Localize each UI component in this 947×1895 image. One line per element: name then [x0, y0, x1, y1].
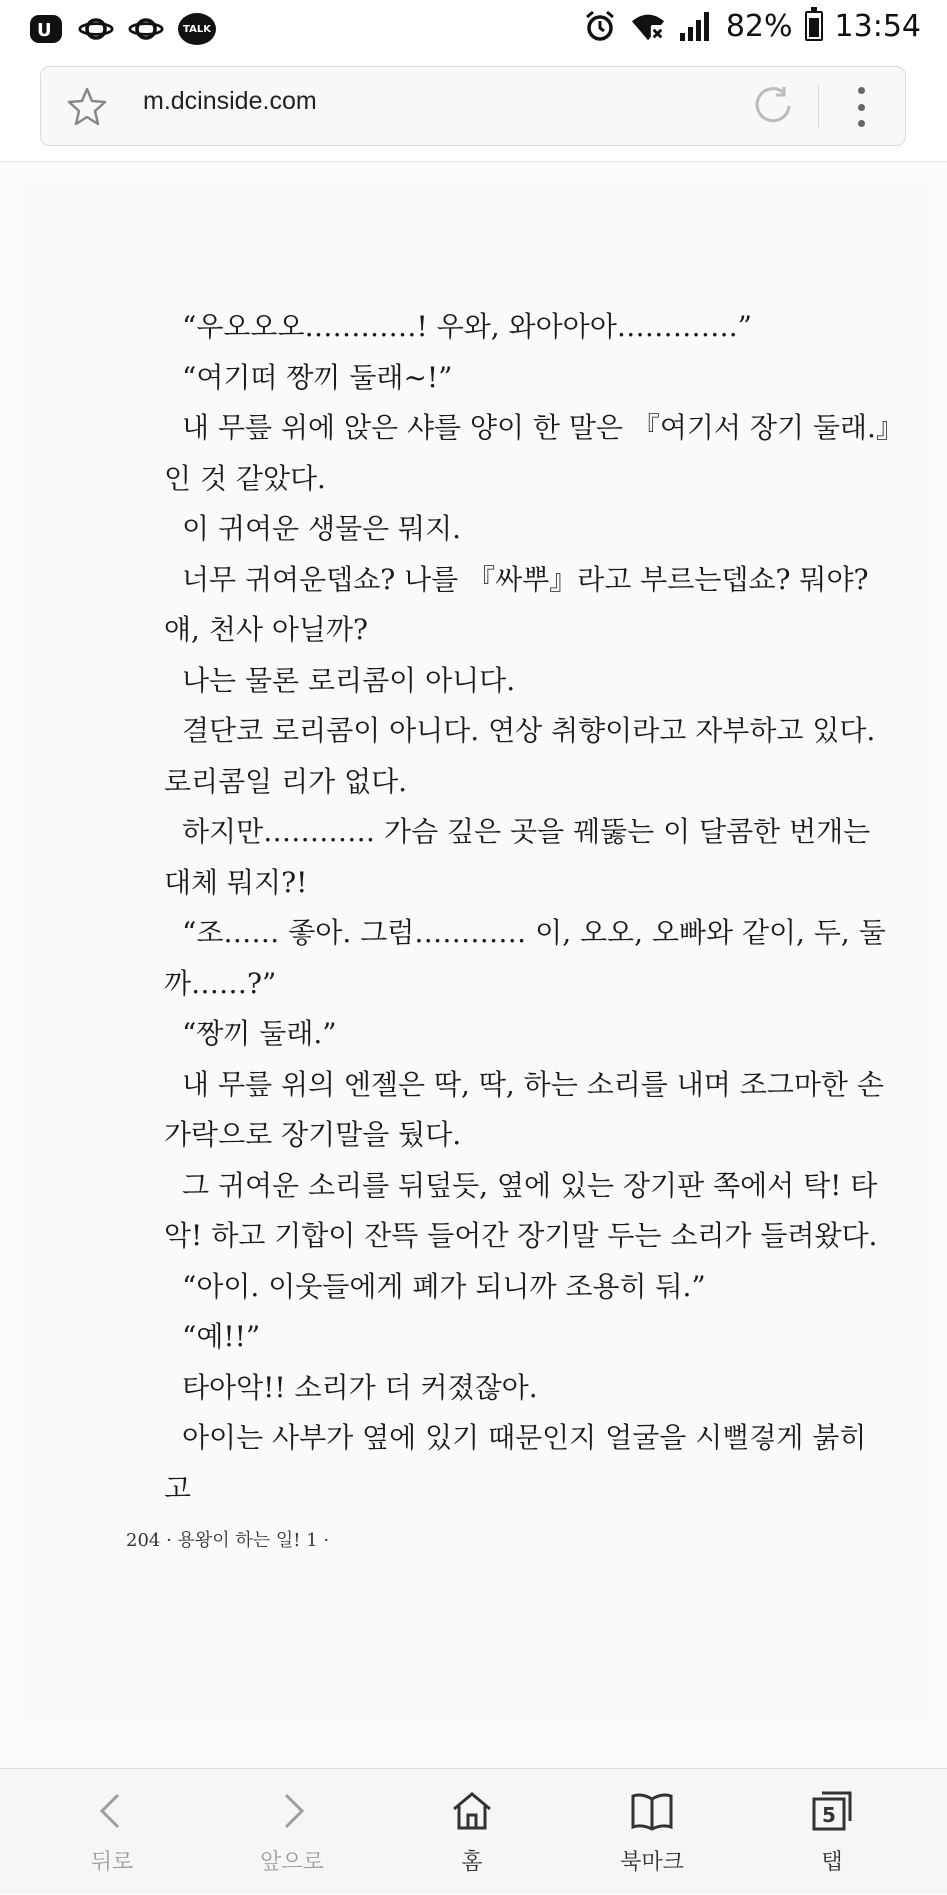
book-page-image — [20, 182, 930, 1722]
reload-icon[interactable] — [751, 83, 797, 129]
paragraph: 내 무릎 위에 앉은 샤를 양이 한 말은 『여기서 장기 둘래.』인 것 같았다. — [164, 411, 890, 495]
paragraph: 그 귀여운 소리를 뒤덮듯, 옆에 있는 장기판 쪽에서 탁! 타악! 하고 기합이 잔뜩 들어간 장기말 두는 소리가 들려왔다. — [164, 1168, 878, 1252]
paragraph: 아이는 사부가 옆에 있기 때문인지 얼굴을 시뻘겋게 붉히고 — [164, 1421, 867, 1505]
paragraph: 하지만………… 가슴 깊은 곳을 꿰뚫는 이 달콤한 번개는 대체 뭐지?! — [164, 815, 871, 899]
home-button[interactable] — [382, 1769, 562, 1895]
paragraph: “우오오오…………! 우와, 와아아아………….” — [182, 310, 752, 343]
paragraph: 이 귀여운 생물은 뭐지. — [182, 512, 462, 545]
tabs-label: 탭 — [821, 1850, 843, 1875]
book-text — [164, 302, 892, 1514]
url-text[interactable]: m.dcinside.com — [143, 87, 317, 115]
toolbar-divider — [818, 85, 819, 129]
status-right-icons — [582, 8, 921, 44]
paragraph: 타아악!! 소리가 더 커졌잖아. — [182, 1370, 538, 1404]
paragraph: 나는 물론 로리콤이 아니다. — [182, 663, 516, 697]
paragraph: “아이. 이웃들에게 폐가 되니까 조용히 둬.” — [182, 1269, 706, 1303]
book-icon — [630, 1789, 674, 1833]
browser-toolbar — [0, 58, 947, 162]
address-bar[interactable] — [40, 66, 906, 146]
clock: 13:54 — [834, 8, 921, 44]
status-bar — [0, 0, 947, 58]
tabs-icon — [810, 1789, 854, 1833]
talk-icon: TALK — [178, 13, 216, 45]
battery-icon — [805, 11, 823, 41]
wifi-icon — [630, 8, 666, 44]
page-footer: 204 · 용왕이 하는 일! 1 · — [126, 1530, 330, 1551]
back-label: 뒤로 — [90, 1850, 134, 1875]
bottom-navigation — [0, 1768, 947, 1894]
paragraph: 너무 귀여운뎁쇼? 나를 『싸뿌』라고 부르는뎁쇼? 뭐야? 얘, 천사 아닐까? — [164, 562, 869, 646]
tab-count: 5 — [822, 1803, 836, 1827]
alarm-icon — [582, 8, 618, 44]
forward-icon — [270, 1789, 314, 1833]
paragraph: “여기떠 짱끼 둘래~!” — [182, 360, 453, 394]
saturn-icon — [78, 11, 114, 47]
paragraph: 내 무릎 위의 엔젤은 딱, 딱, 하는 소리를 내며 조그마한 손가락으로 장기말을 뒀다. — [164, 1067, 884, 1151]
forward-button[interactable] — [202, 1769, 382, 1895]
paragraph: “짱끼 둘래.” — [182, 1017, 337, 1050]
back-icon — [90, 1789, 134, 1833]
tabs-button[interactable] — [742, 1769, 922, 1895]
battery-percent: 82% — [725, 8, 793, 44]
paragraph: “예!!” — [182, 1320, 261, 1353]
bookmark-label: 북마크 — [620, 1850, 684, 1875]
forward-label: 앞으로 — [260, 1850, 324, 1875]
star-icon[interactable] — [65, 85, 109, 129]
status-left-icons — [28, 11, 216, 47]
more-vert-icon[interactable] — [853, 87, 869, 127]
web-content — [0, 162, 947, 1768]
paragraph: “조…… 좋아. 그럼………… 이, 오오, 오빠와 같이, 두, 둘까……?” — [164, 916, 886, 1000]
paragraph: 결단코 로리콤이 아니다. 연상 취향이라고 자부하고 있다. 로리콤일 리가 없다. — [164, 714, 876, 798]
signal-icon — [678, 8, 714, 44]
home-icon — [450, 1789, 494, 1833]
back-button[interactable] — [22, 1769, 202, 1895]
home-label: 홈 — [461, 1850, 483, 1875]
u-plus-icon — [28, 11, 64, 47]
bookmark-button[interactable] — [562, 1769, 742, 1895]
svg-text:U: U — [37, 20, 52, 41]
saturn-icon — [128, 11, 164, 47]
